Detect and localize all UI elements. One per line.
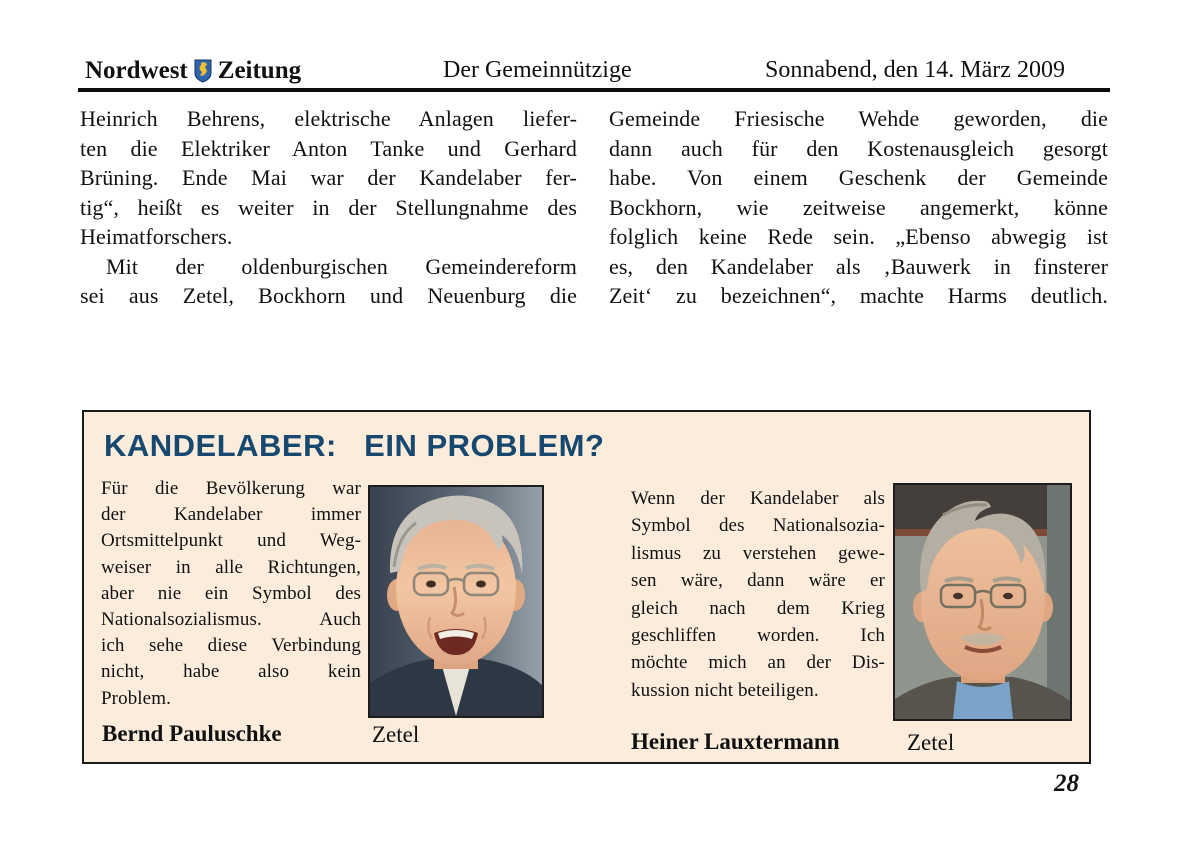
bernd-pauluschke-photo (368, 485, 544, 718)
text-line: dann auch für den Kostenausgleich gesorgt (609, 135, 1108, 161)
article-column-right (609, 104, 1108, 311)
feature-box-title: KANDELABER: EIN PROBLEM? (104, 428, 605, 463)
text-line: sen wäre, dann wäre er (631, 570, 885, 592)
text-line: Ortsmittelpunkt und Weg- (101, 530, 361, 552)
text-line: gleich nach dem Krieg (631, 597, 885, 619)
text-line: es, den Kandelaber als ‚Bauwerk in finsterer (609, 253, 1108, 279)
heiner-lauxtermann-photo (893, 483, 1072, 721)
text-line: Zeit‘ zu bezeichnen“, machte Harms deutlich. (609, 283, 1108, 308)
feature-box (82, 410, 1091, 764)
text-line: lismus zu verstehen gewe- (631, 542, 885, 564)
page-number: 28 (1054, 770, 1079, 797)
text-line: ten die Elektriker Anton Tanke und Gerhard (80, 135, 577, 161)
text-line: Gemeinde Friesische Wehde geworden, die (609, 106, 1108, 131)
article-paragraph (80, 252, 577, 311)
text-line: Wenn der Kandelaber als (631, 488, 885, 509)
text-line: aber nie ein Symbol des (101, 582, 361, 604)
masthead-rule (78, 88, 1110, 92)
text-line: habe. Von einem Geschenk der Gemeinde (609, 165, 1108, 190)
text-line: Nationalsozialismus. Auch (101, 609, 361, 631)
text-line: nicht, habe also kein (101, 661, 361, 683)
oldenburg-crest-icon (194, 59, 212, 83)
text-line: Mit der oldenburgischen Gemeindereform (106, 253, 577, 279)
text-line: möchte mich an der Dis- (631, 652, 885, 674)
quote-text-lauxtermann (631, 485, 885, 704)
quote-text-pauluschke (101, 476, 361, 712)
speaker-location-lauxtermann: Zetel (907, 730, 955, 755)
text-line: Problem. (101, 687, 171, 709)
text-line: Symbol des Nationalsozia- (631, 515, 885, 537)
text-line: tig“, heißt es weiter in der Stellungnahme des (80, 194, 577, 220)
article-column-left (80, 104, 577, 311)
brand-part-left: Nordwest (85, 57, 188, 84)
issue-date: Sonnabend, den 14. März 2009 (765, 57, 1065, 83)
text-line: weiser in alle Richtungen, (101, 556, 361, 578)
text-line: folglich keine Rede sein. „Ebenso abwegig ist (609, 224, 1108, 249)
speaker-location-pauluschke: Zetel (372, 722, 420, 747)
text-line: sei aus Zetel, Bockhorn und Neuenburg die (80, 283, 577, 308)
newspaper-brand (85, 57, 301, 85)
brand-part-right: Zeitung (217, 57, 302, 84)
article-paragraph (609, 104, 1108, 311)
text-line: Brüning. Ende Mai war der Kandelaber fer- (80, 165, 577, 190)
text-line: der Kandelaber immer (101, 504, 361, 526)
speaker-name-lauxtermann: Heiner Lauxtermann (631, 729, 840, 754)
speaker-name-pauluschke: Bernd Pauluschke (102, 721, 282, 746)
text-line: Für die Bevölkerung war (101, 478, 361, 499)
text-line: Heimatforschers. (80, 224, 233, 249)
section-title: Der Gemeinnützige (443, 57, 632, 83)
text-line: geschliffen worden. Ich (631, 625, 885, 647)
article-paragraph (80, 104, 577, 252)
text-line: Heinrich Behrens, elektrische Anlagen liefer- (80, 106, 577, 131)
text-line: ich sehe diese Verbindung (101, 635, 361, 657)
text-line: Bockhorn, wie zeitweise angemerkt, könne (609, 194, 1108, 220)
text-line: kussion nicht beteiligen. (631, 679, 819, 701)
